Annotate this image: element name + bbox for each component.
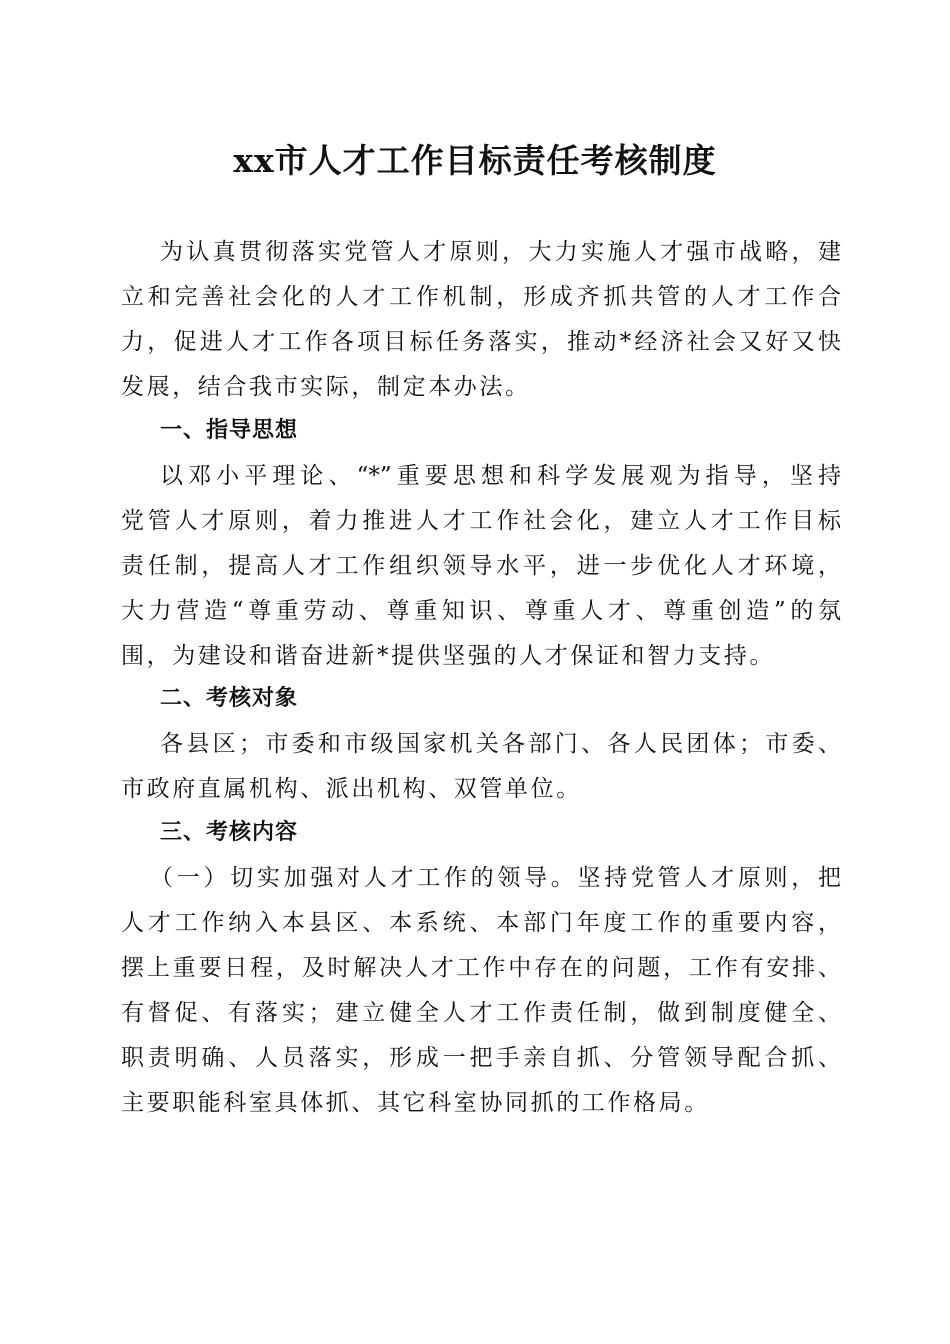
- section-2-line-1: 各县区；市委和市级国家机关各部门、各人民团体；市委、: [160, 731, 841, 757]
- section-heading-assessment-content: 三、考核内容: [160, 820, 299, 845]
- section-3-line-2: 人才工作纳入本县区、本系统、本部门年度工作的重要内容，: [121, 910, 841, 936]
- section-heading-guiding-ideology: 一、指导思想: [160, 418, 299, 443]
- section-2-line-2: 市政府直属机构、派出机构、双管单位。: [121, 776, 582, 802]
- section-3-line-4: 有督促、有落实；建立健全人才工作责任制，做到制度健全、: [121, 1000, 841, 1026]
- section-3-line-6: 主要职能科室具体抓、其它科室协同抓的工作格局。: [121, 1090, 710, 1116]
- section-3-line-1: （一）切实加强对人才工作的领导。坚持党管人才原则，把: [150, 865, 841, 891]
- section-3-line-5: 职责明确、人员落实，形成一把手亲自抓、分管领导配合抓、: [121, 1045, 841, 1071]
- intro-line-3: 力，促进人才工作各项目标任务落实，推动*经济社会又好又快: [121, 329, 841, 355]
- section-1-line-3: 责任制，提高人才工作组织领导水平，进一步优化人才环境，: [121, 553, 841, 579]
- section-3-line-3: 摆上重要日程，及时解决人才工作中存在的问题，工作有安排、: [121, 955, 841, 981]
- intro-line-1: 为认真贯彻落实党管人才原则，大力实施人才强市战略，建: [160, 239, 841, 265]
- section-1-line-4: 大力营造“尊重劳动、尊重知识、尊重人才、尊重创造”的氛: [121, 598, 841, 624]
- document-title: xx市人才工作目标责任考核制度: [233, 141, 717, 180]
- intro-line-2: 立和完善社会化的人才工作机制，形成齐抓共管的人才工作合: [121, 284, 841, 310]
- intro-line-4: 发展，结合我市实际，制定本办法。: [121, 374, 531, 400]
- section-1-line-5: 围，为建设和谐奋进新*提供坚强的人才保证和智力支持。: [121, 643, 776, 669]
- section-1-line-2: 党管人才原则，着力推进人才工作社会化，建立人才工作目标: [121, 508, 841, 534]
- section-1-line-1: 以邓小平理论、“*”重要思想和科学发展观为指导，坚持: [160, 463, 841, 489]
- section-heading-assessment-targets: 二、考核对象: [160, 686, 299, 711]
